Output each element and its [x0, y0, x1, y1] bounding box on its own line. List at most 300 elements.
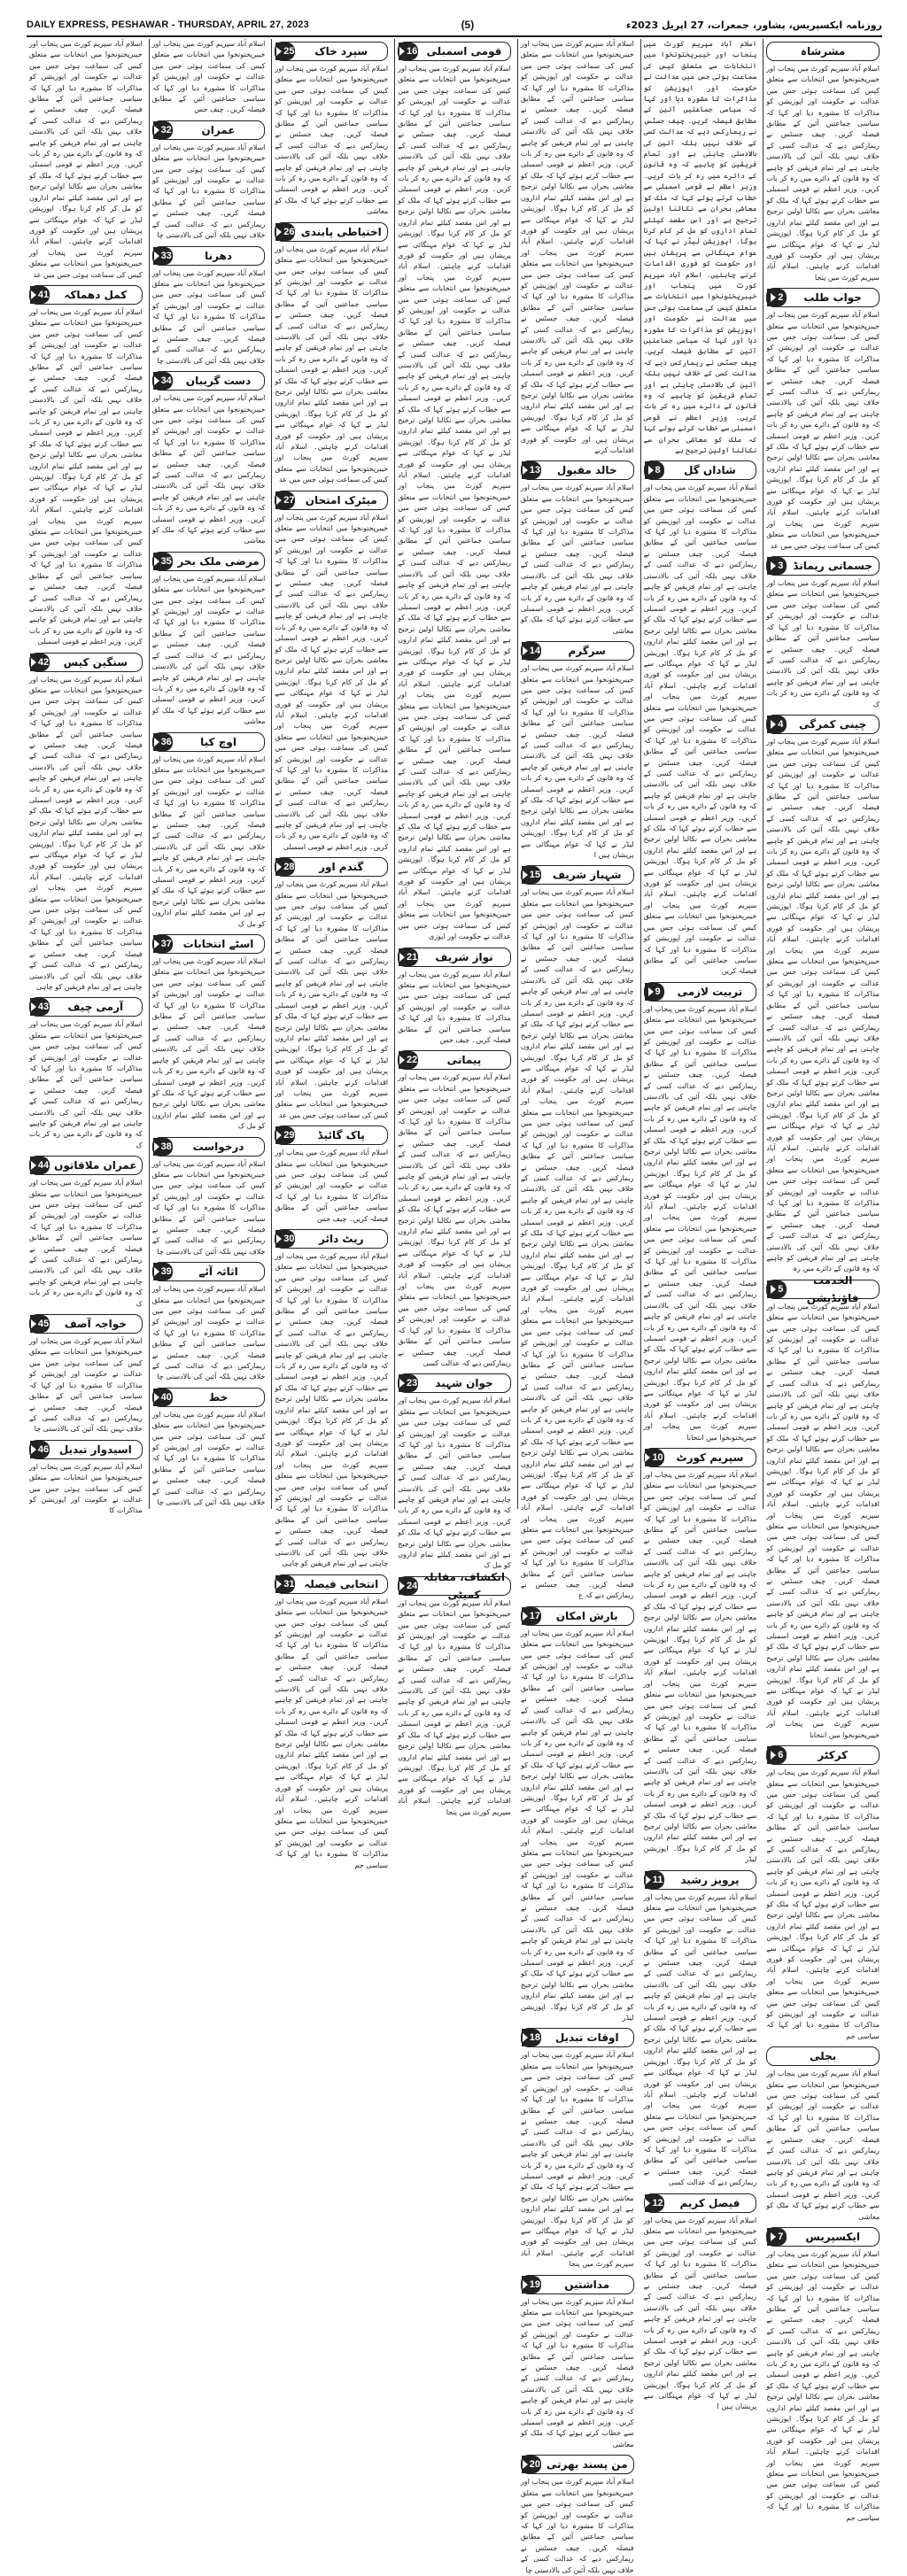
news-story	[398, 42, 511, 943]
story-headline-box	[766, 715, 880, 734]
story-number-badge	[767, 1280, 787, 1298]
story-number-badge	[399, 1051, 418, 1069]
arrow-icon	[31, 1445, 36, 1454]
story-headline: الخدمت فاؤنڈیشن	[806, 1273, 859, 1304]
story-body-text: اسلام آباد سپریم کورٹ میں پنجاب اور خیبرپختونخوا میں انتخابات سے متعلق کیس کی سماعت ہوئی جس میں عدالت نے حکومت اور اپوزیشن کو مذاکرات کا مشورہ دیا اور کہا کہ سیاسی جماعتیں آئین کے مطابق فیصلہ کریں۔ چیف جسٹس نے ریمارکس دیے کہ عدالت کسی کے خلاف نہیں بلکہ آئین کی بالادستی چاہتی ہے اور تمام فریقین کو چاہیے کہ وہ قانون کے دائرے میں رہ کر بات کریں۔ وزیر اعظم نے قومی اسمبلی سے خطاب کرتے ہوئے کہا کہ ملک کو معاشی بحران سے نکالنا اولین ترجیح ہے اور اس مقصد کیلئے تمام اداروں کو مل کر کام کرنا ہوگا۔ اپوزیشن لیڈر نے کہا کہ عوام مہنگائی سے پریشان ہیں اور حکومت کو فوری اقدامات کرنے چاہئیں۔ اسلام آباد سپریم کورٹ میں پنجاب اور خیبرپختونخوا میں انتخابات سے متعلق کیس کی سماعت ہوئی جس میں عدالت نے حکومت اور اپوزیشن کو مذاکرات کا مشورہ دیا اور کہا کہ سیاسی جماعتیں آئین کے مطابق فیصلہ کریں۔ چیف جسٹس نے ریمارکس دیے کہ عدالت کسی	[643, 1892, 757, 2187]
story-number: 11	[652, 1874, 663, 1885]
story-headline-box	[766, 1273, 880, 1304]
arrow-icon	[523, 2280, 528, 2289]
story-headline-box	[29, 285, 143, 305]
news-story	[521, 1606, 634, 2024]
news-story	[766, 715, 880, 1275]
news-column-4	[394, 39, 514, 1816]
story-number-badge	[275, 858, 295, 876]
story-number: 35	[160, 555, 172, 567]
story-headline: میٹرک امتحان	[305, 493, 377, 507]
story-headline: انکشاف، مقابلہ کمیٹی	[422, 1570, 505, 1601]
story-number: 44	[37, 1160, 50, 1172]
story-body-text: اسلام آباد سپریم کورٹ میں پنجاب اور خیبرپختونخوا میں انتخابات سے متعلق کیس کی سماعت ہوئی جس میں عدالت نے حکومت اور اپوزیشن کو مذاکرات کا مشورہ دیا اور کہا کہ سیاسی جماعتیں آئین کے مطابق فیصلہ کریں۔ چیف جسٹس نے ریمارکس دیے کہ عدالت کسی کے خلاف نہیں بلکہ آئین کی بالادستی چا	[151, 143, 266, 240]
story-body-text: اسلام آباد سپریم کورٹ میں پنجاب اور خیبرپختونخوا میں انتخابات سے متعلق کیس کی سماعت ہوئی جس میں عدالت نے حکومت اور اپوزیشن کو مذاکرات کا مشورہ دیا اور کہا کہ سیاسی جماعتیں آئین کے مطابق فیصلہ کریں۔ چیف جسٹس نے ریمارکس دیے کہ عدالت کسی کے خلاف نہیں بلکہ آئین کی بالادستی چاہتی ہے اور تمام فریقین کو چاہیے کہ وہ قانون کے دائرے میں رہ کر بات کریں۔ وزیر اعظم نے قومی اسمبلی سے خطاب کرتے ہوئے کہا کہ ملک کو معاشی بحران سے نکالنا اولین ترجیح ہے اور اس مقصد کیلئے تمام اداروں کو مل کر کام کرنا ہوگا۔ اپوزیشن لیڈر نے کہا کہ عوام مہنگائی سے پریشان ہیں اور حکومت کو فوری اقدامات کرنے چاہئیں۔ اسلام آباد سپریم کورٹ میں پنجاب اور خیبرپختونخوا میں انتخابات سے متعلق کیس کی سماعت ہوئی جس میں عدالت نے حکومت اور اپوزیشن کو مذاکرات کا مشورہ دیا اور کہا کہ سیاسی جماعتیں آئین کے مطابق فیصلہ کریں۔ چیف جسٹس نے ریمارکس دیے کہ عدالت کسی کے خلاف نہیں بلکہ آئین کی بالادستی چاہتی ہے اور تمام فریقین کو چاہیے کہ وہ قانون کے دائرے میں رہ کر بات کریں۔ وزیر اعظم نے قومی اسمبلی سے خطاب کرتے ہوئے کہا کہ ملک کو معاشی بحران سے نکالنا اولین ترجیح ہے	[643, 40, 757, 455]
story-number-badge	[153, 121, 173, 139]
story-headline-box	[398, 1570, 511, 1601]
story-body-text: اسلام آباد سپریم کورٹ میں پنجاب اور خیبرپختونخوا میں انتخابات سے متعلق کیس کی سماعت ہوئی جس میں عدالت نے حکومت اور اپوزیشن کو مذاکرات کا مشورہ دیا اور کہا کہ سیاسی جماعتیں آئین کے مطابق فیصلہ کریں۔ چیف جسٹس نے ریمارکس دیے کہ عدالت کسی کے خلاف نہیں بلکہ آئین کی بالادستی چاہتی ہے اور تمام فریقین کو چاہیے کہ وہ قانون کے دائرے میں رہ کر بات کریں۔ وزیر اعظم نے قومی اسمبلی سے خطاب کرتے ہوئے کہا کہ ملک کو معاشی	[766, 2069, 880, 2221]
story-headline: پرویز رشید	[680, 1873, 740, 1886]
arrow-icon	[154, 126, 159, 135]
story-number-badge	[30, 286, 50, 304]
story-headline-box	[521, 865, 634, 885]
story-body-text: اسلام آباد سپریم کورٹ میں پنجاب اور خیبرپختونخوا میں انتخابات سے متعلق کیس کی سماعت ہوئی جس میں عدالت نے حکومت اور اپوزیشن کو مذاکرات کا مشورہ دیا اور کہا کہ سیاسی جماعتیں آئین کے مطابق فیصلہ کریں۔ چیف جسٹس نے ریمارکس دیے کہ عدالت کسی کے خلاف نہیں بلکہ آئین کی بالادستی چاہتی ہے اور تمام فریقین کو چاہیے کہ وہ قانون کے دائرے میں رہ کر بات کریں۔ وزیر اعظم نے قومی اسمبلی سے خطاب کرتے ہوئے کہا کہ ملک کو معاشی بحران سے نکالنا اولین ترجیح ہے اور اس مقصد کیلئے تمام اداروں کو مل کر کام کرنا ہوگا۔ اپوزیشن لیڈر نے کہا کہ عوام مہنگائی سے پریشان ہیں اور حکومت کو فوری اقدامات کرنے چاہئیں۔ اسلام آباد سپریم کورٹ میں پنجاب اور خیبرپختونخوا میں انتخابات سے متعلق کیس کی سماعت ہوئی جس میں عدالت نے حکومت اور اپوزیشن کو مذاکرات کا مشورہ دیا اور کہا کہ سیاسی جماعتیں آئین کے مطابق فیصلہ کریں۔ چیف جسٹس نے ریمارکس دیے کہ عدالت کسی کے خلاف نہیں بلکہ آئین کی بالادستی چاہتی ہے اور تمام فریقین کو چاہیے کہ وہ قانون کے دائرے میں رہ کر بات کریں۔ وزیر اعظم نے قومی اسمبلی	[28, 307, 143, 646]
news-story	[29, 39, 143, 281]
arrow-icon	[276, 863, 282, 871]
story-headline-box	[766, 556, 880, 576]
story-headline-box	[152, 552, 266, 571]
story-number: 45	[37, 1319, 50, 1330]
story-body-text: اسلام آباد سپریم کورٹ میں پنجاب اور خیبرپختونخوا میں انتخابات سے متعلق کیس کی سماعت ہوئی جس میں عدالت نے حکومت اور اپوزیشن کو مذاکرات کا مشورہ دیا اور کہا کہ سیاسی جماعتیں آئین کے مطابق فیصلہ کریں۔ چیف جسٹس نے ریمارکس دیے کہ عدالت کسی کے خلاف نہیں بلکہ آئین کی بالادستی چاہتی ہے اور تمام فریقین کو چاہیے کہ وہ قانون کے دائرے میں رہ کر بات کریں۔ وزیر اعظم نے قومی اسمبلی سے خطاب کرتے ہوئے کہا کہ ملک کو معاشی بحران سے نکالنا اولین ترجیح ہے اور اس مقصد کیلئے تمام اداروں کو مل کر کام کرنا ہوگا۔ اپوزیشن لیڈر نے کہا کہ عوام مہنگائی سے پریشان ہیں اور حکومت کو فوری اقدامات کرنے چاہئیں۔ اسلام آباد سپریم کورٹ میں پنجاب اور خیبرپختونخوا میں انتخابات سے متعلق کیس کی سماعت ہوئی جس میں عد	[28, 40, 143, 279]
story-number: 16	[407, 46, 418, 57]
arrow-icon	[771, 561, 776, 570]
story-body-text: اسلام آباد سپریم کورٹ میں پنجاب اور خیبرپختونخوا میں انتخابات سے متعلق کیس کی سماعت ہوئی جس میں عدالت نے حکومت اور اپوزیشن کو مذاکرات کا مشورہ دیا اور کہا کہ سیاسی جماعتیں آئین کے مطابق فیصلہ کریں۔ چیف جسٹس نے ریمارکس دیے کہ عدالت کسی کے خلاف نہیں بلکہ آئین کی بالادستی چاہتی ہے اور تمام فریقین کو چاہیے کہ وہ قانون کے دائرے میں رہ کر بات کریں۔ وزیر اعظم نے قومی اسمبلی سے خطاب کرتے ہوئے کہا کہ ملک کو معاشی بحران سے نکالنا اولین ترجیح ہے اور اس مقصد کیلئے تمام اداروں کو مل کر کام کرنا ہوگا۔ اپوزیشن لیڈر نے کہا کہ عوام مہنگائی سے پریشان ہیں اور حکومت کو فوری اقدامات کرنے چاہئیں۔ اسلام آباد سپریم کورٹ میں پنجاب اور خیبرپختونخوا میں انتخابات سے متعلق کیس کی سماعت ہوئی جس میں عد	[766, 311, 880, 550]
story-headline-box	[29, 653, 143, 672]
story-body-text: اسلام آباد سپریم کورٹ میں پنجاب اور خیبرپختونخوا میں انتخابات سے متعلق کیس کی سماعت ہوئی جس میں عدالت نے حکومت اور اپوزیشن کو مذاکرات کا مشورہ دیا اور کہا کہ سیاسی جماعتیں آئین کے مطابق فیصلہ کریں۔ چیف جس	[398, 970, 511, 1044]
arrow-icon	[154, 1393, 159, 1402]
news-story	[152, 1262, 266, 1383]
story-headline-box	[521, 1606, 634, 1626]
story-number: 3	[778, 561, 784, 572]
story-number-badge	[767, 716, 787, 733]
story-number: 5	[778, 1283, 784, 1295]
story-number: 18	[529, 2032, 540, 2044]
story-number: 17	[529, 1610, 540, 1621]
story-body-text: اسلام آباد سپریم کورٹ میں پنجاب اور خیبرپختونخوا میں انتخابات سے متعلق کیس کی سماعت ہوئی جس میں عدالت نے حکومت اور اپوزیشن کو مذاکرات کا مشورہ دیا اور کہا کہ سیاسی جماعتیں آئین کے مطابق فیصلہ کریں۔ چیف جسٹس نے ریمارکس دیے کہ عدالت کسی کے خلاف نہیں بلکہ آئین کی بالادستی چاہتی ہے اور تمام فریقین کو چاہیے کہ وہ قانون کے دائرے میں رہ کر بات کریں۔ وزیر اعظم نے قومی اسمبلی سے خطاب کرتے ہوئے کہا کہ ملک کو معاشی بحران سے نکالنا اولین ترجیح ہے اور اس مقصد کیلئے تمام اداروں کو مل کر کام کرنا ہوگا۔ اپوزیشن لیڈر نے کہا کہ عوام مہنگائی سے پریشان ہیں اور حکومت کو فوری اقدامات کرنے چاہئیں۔ اسلام آباد سپریم کورٹ میں پنجاب اور خیبرپختونخوا میں انتخابات سے متعلق کیس کی سماعت ہوئی جس میں عدالت نے حکومت اور اپوزیشن کو مذاکرات کا مشورہ دیا اور کہا کہ سیاسی جماعتیں آئین کے مطابق فیصلہ کریں۔ چیف جسٹس نے ریمارکس دیے کہ عدالت کسی کے خلاف نہیں بلکہ آئین کی بالادستی چاہتی ہے اور تمام فریقین کو چاہیے کہ وہ قانون کے دائرے میں رہ کر بات کریں۔ وزیر اعظم نے قومی اسمبلی سے خطاب کرتے ہوئے کہا کہ ملک کو معاشی بحران سے نکالنا اولین ترجیح ہے اور اس مقصد کیلئے تمام اداروں کو مل کر کام کرنا ہوگا۔ اپوزیشن لیڈر نے کہا کہ عوام مہنگائی سے پریشان ہیں اور حکومت کو فوری اقدامات کرنے چاہئیں۔ اسلام آباد سپریم کورٹ میں پنجاب اور خیبرپختونخوا میں انتخابات سے متعلق کیس کی سماعت ہوئی جس میں عدالت نے حکومت اور اپوزیشن کو مذاکرات کا مشورہ دیا اور کہا کہ سیاسی جماعتیں آئین کے مطابق فیصلہ کریں۔ چیف جسٹس نے ریمارکس دیے کہ عدالت کسی کے خلاف نہیں بلکہ آئین کی بالادستی چاہتی ہے اور تمام فریقین کو چاہیے کہ وہ قانون کے دائرے میں رہ کر بات کریں۔ وزیر اعظم نے قومی اسمبلی سے خطاب کرتے ہوئے کہا کہ ملک کو معاشی بحران سے نکالنا اولین ترجیح ہے اور اس مقصد کیلئے تمام اداروں کو مل کر کام کرنا ہوگا۔ اپوزیشن لیڈر نے کہا کہ عوام مہنگائی سے پریشان ہیں اور حکومت کو فوری اقدامات کرنے چاہئیں۔ اسلام آباد سپریم کورٹ میں پنجاب اور خیبرپختونخوا میں انتخابات سے متعلق کیس کی سماعت ہوئی جس میں عدالت نے حکومت اور اپوزیشن کو مذاکرات کا مشورہ دیا اور کہا کہ سیاسی جماعتیں آئین کے مطابق فیصلہ کریں۔ چیف جسٹس نے ریمارکس دیے کہ ع	[520, 888, 634, 1600]
story-headline-box	[398, 948, 511, 967]
story-number: 6	[778, 1750, 784, 1761]
news-story	[152, 246, 266, 367]
news-story	[152, 934, 266, 1133]
story-number-badge	[275, 1126, 295, 1144]
news-story	[152, 1137, 266, 1258]
arrow-icon	[771, 293, 776, 302]
story-number: 32	[160, 124, 172, 135]
story-headline-box	[398, 1050, 511, 1070]
story-number: 39	[160, 1266, 172, 1278]
story-headline: انتخابی فیصلہ	[304, 1577, 379, 1590]
story-headline-box	[29, 1314, 143, 1334]
story-headline: دست گریبان	[185, 375, 252, 388]
story-number: 40	[160, 1391, 172, 1403]
story-number-badge	[153, 1263, 173, 1280]
story-number-badge	[153, 1389, 173, 1406]
news-story	[766, 556, 880, 710]
story-number-badge	[153, 733, 173, 751]
story-body-text: اسلام آباد سپریم کورٹ میں پنجاب اور خیبرپختونخوا میں انتخابات سے متعلق کیس کی سماعت ہوئی جس میں عدالت نے حکومت اور اپوزیشن کو مذاکرات کا مشورہ دیا اور کہا کہ سیاسی جماعتیں آئین کے مطابق فیصلہ کریں۔ چیف جسٹس نے ریمارکس دیے کہ عدالت کسی کے خلاف نہیں بلکہ آئین کی بالادستی چاہتی ہے اور تمام فریقین کو چاہیے کہ وہ قانون کے دائرے میں رہ کر بات کریں۔ وزیر اعظم نے قومی اسمبلی سے خطاب کرتے ہوئے کہا کہ ملک کو معاشی	[151, 394, 266, 545]
story-headline: آرمی چیف	[67, 1001, 124, 1014]
story-number: 34	[160, 375, 172, 387]
arrow-icon	[154, 557, 159, 566]
story-number: 4	[778, 718, 784, 730]
story-headline-box	[644, 460, 757, 480]
story-headline: اختیاطی پابندی	[300, 225, 382, 238]
story-body-text: اسلام آباد سپریم کورٹ میں پنجاب اور خیبرپختونخوا میں انتخابات سے متعلق کیس کی سماعت ہوئی جس میں عدالت نے حکومت اور اپوزیشن کو مذاکرات کا مشورہ دیا اور کہا کہ سیاسی جماعتیں آئین کے مطابق فیصلہ کریں۔ چیف جسٹس نے ریمارکس دیے کہ عدالت کسی کے خلاف نہیں بلکہ آئین کی بالادستی چاہتی ہے اور تمام فریقین کو چاہیے کہ وہ قانون کے دائرے میں رہ کر بات کریں۔ وزیر اعظم نے قومی اسمبلی سے خطاب کرتے ہوئے کہا کہ ملک کو معاشی	[275, 65, 389, 216]
news-story	[275, 1229, 388, 1570]
story-headline-box	[644, 1448, 757, 1467]
news-story	[29, 285, 143, 648]
story-body-text: اسلام آباد سپریم کورٹ میں پنجاب اور خیبرپختونخوا میں انتخابات سے متعلق کیس کی سماعت ہوئی جس میں عدالت نے حکومت اور اپوزیشن کو مذاکرات کا مشورہ دیا اور کہا کہ سیاسی جماعتیں آئین کے مطابق فیصلہ کریں۔ چیف جسٹس نے ریمارکس دیے کہ عدالت کسی کے خلاف نہیں بلکہ آئین کی بالادستی چاہتی ہے اور تمام فریقین کو چاہیے کہ وہ قانون کے دائرے میں رہ کر بات کریں۔ وزیر اعظم نے قومی اسمبلی سے خطاب کرتے ہوئے کہا کہ ملک کو معاشی بحران سے نکالنا اولین ترجیح ہے اور اس مقصد کیلئے تمام اداروں کو مل کر کام کرنا ہوگا۔ اپوزیشن لیڈر نے کہا کہ عوام مہنگائی سے پریشان ہیں اور حکومت کو فوری اقدامات کرنے چاہئیں۔ اسلام آباد سپریم کورٹ میں پنجاب اور خیبرپختونخوا میں انتخابات سے متعلق کیس کی سماعت ہوئی جس میں عدالت نے حکومت اور اپوزیشن کو مذاکرات کا مشورہ دیا اور کہا کہ سیاسی جماعتیں آئین کے مطابق فیصلہ کریں۔ چیف جسٹس نے ریمارکس دیے کہ عدالت کسی کے خلاف نہیں بلکہ آئین کی بالادستی چاہتی ہے اور تمام فریقین کو چاہی	[275, 1252, 389, 1568]
news-story	[521, 865, 634, 1601]
story-headline: سرگرم	[568, 645, 606, 658]
arrow-icon	[31, 1161, 36, 1170]
news-story	[766, 1745, 880, 2042]
news-story	[766, 1273, 880, 1741]
news-story	[275, 491, 388, 854]
story-number-badge	[30, 998, 50, 1016]
news-story	[644, 39, 757, 456]
story-body-text: اسلام آباد سپریم کورٹ میں پنجاب اور خیبرپختونخوا میں انتخابات سے متعلق کیس کی سماعت ہوئی جس میں عدالت نے حکومت اور اپوزیشن کو مذاکرات کا مشورہ دیا اور کہا کہ سیاسی جماعتیں آئین کے مطابق فیصلہ کریں۔ چیف جسٹس نے ریمارکس دیے کہ عدالت کسی کے خلاف نہیں بلکہ آئین کی بالادستی چاہتی ہے اور تمام فریقین کو چاہیے کہ وہ قانون کے دائرے میں رہ کر بات کریں۔ وزیر اعظم نے قومی اسمبلی سے خطاب کرتے ہوئے کہا کہ ملک کو معاشی بحران سے نکالنا اولین ترجیح ہے اور اس مقصد کیلئے تمام اداروں کو مل کر کام کرنا ہوگا۔ اپوزیشن لیڈر نے کہا کہ عوام مہنگائی سے پریشان ہیں اور حکومت کو فوری اقدامات کرنے چاہئیں۔ اسلام آباد سپریم کورٹ میں پنجاب اور خیبرپختونخوا میں انتخابات سے متعلق کیس کی سماعت ہوئی جس میں عدالت نے حکومت اور اپوزیشن کو مذاکرات کا مشورہ دیا اور کہا کہ سیاسی جماعتیں آئین کے مطابق فیصلہ کریں۔ چیف جسٹس نے ریمارکس دیے کہ عدالت کسی کے خلاف نہیں بلکہ آئین کی بالادستی چاہتی ہے اور تمام فریقین کو چاہیے کہ وہ قانون کے دائرے میں رہ کر بات کریں۔ وزیر اعظم نے قومی اسمبلی سے خطاب کرتے ہوئے کہا کہ ملک کو معاشی بحران سے نکالنا اولین ترجیح ہے اور اس مقصد کیلئے تمام اداروں کو مل کر کام کرنا ہوگا۔ اپوزیشن لیڈر	[520, 1628, 634, 2023]
story-number: 36	[160, 736, 172, 747]
story-headline-box	[152, 1262, 266, 1281]
story-body-text: اسلام آباد سپریم کورٹ میں پنجاب اور خیبرپختونخوا میں انتخابات سے متعلق کیس کی سماعت ہوئی جس میں عدالت نے حکومت اور اپوزیشن کو مذاکرات کا مشورہ دیا اور کہا کہ سیاسی جماعتیں آئین کے مطابق فیصلہ کریں۔ چیف جس	[151, 40, 266, 114]
news-story	[275, 1126, 388, 1225]
story-number-badge	[522, 2456, 541, 2473]
news-story	[521, 460, 634, 637]
news-story	[644, 1870, 757, 2189]
story-headline-box	[29, 1156, 143, 1175]
news-story	[29, 997, 143, 1151]
story-number-badge	[767, 2228, 787, 2246]
story-body-text: اسلام آباد سپریم کورٹ میں پنجاب اور خیبرپختونخوا میں انتخابات سے متعلق کیس کی سماعت ہوئی جس میں عدالت نے حکومت اور اپوزیشن کو مذاکرات کا مشورہ دیا اور کہا کہ سیاسی جماعتیں آئین کے مطابق فیصلہ کریں۔ چیف جسٹس نے ریمارکس دیے کہ عدالت کسی کے خلاف نہیں بلکہ آئین کی بالادستی چا	[151, 268, 266, 365]
story-number-badge	[275, 1575, 295, 1593]
story-number: 42	[37, 656, 50, 668]
story-headline: من پسند بھرتی	[546, 2458, 628, 2472]
story-headline-box	[152, 246, 266, 266]
story-body-text: اسلام آباد سپریم کورٹ میں پنجاب اور خیبرپختونخوا میں انتخابات سے متعلق کیس کی سماعت ہوئی جس میں عدالت نے حکومت اور اپوزیشن کو مذاکرات کا مشورہ دیا اور کہا کہ سیاسی جماعتیں آئین کے مطابق فیصلہ کریں۔ چیف جسٹس نے ریمارکس دیے کہ عدالت کسی کے خلاف نہیں بلکہ آئین کی بالادستی چاہتی ہے اور تمام فریقین کو چاہیے کہ وہ قانون کے دائرے میں رہ کر بات کریں۔ وزیر اعظم نے قومی اسمبلی سے خطاب کرتے ہوئے کہا کہ ملک کو معاشی بحران سے نکالنا اولین ترجیح ہے اور اس مقصد کیلئے تمام اداروں کو مل کر کام کرنا ہوگا۔ اپوزیشن لیڈر نے کہا کہ عوام مہنگائی سے پریشان ہیں اور حکومت کو فوری اقدامات کرنے چاہئیں۔ اسلام آباد سپریم کورٹ میں پنجاب اور خیبرپختونخوا میں انتخابات سے متعلق کیس کی سماعت ہوئی جس میں عد	[275, 244, 389, 484]
story-headline-box	[152, 934, 266, 954]
arrow-icon	[646, 1876, 651, 1884]
story-headline: تربیت لازمی	[677, 985, 743, 998]
arrow-icon	[648, 466, 654, 475]
arrow-icon	[645, 2199, 650, 2208]
arrow-icon	[771, 720, 776, 729]
story-number-badge	[645, 1449, 664, 1466]
story-body-text: اسلام آباد سپریم کورٹ میں پنجاب اور خیبرپختونخوا میں انتخابات سے متعلق کیس کی سماعت ہوئی جس میں عدالت نے حکومت اور اپوزیشن کو مذاکرات کا مشورہ دیا اور کہا کہ سیاسی جماعتیں آئین کے مطابق فیصلہ کریں۔ چیف جسٹس نے ریمارکس دیے کہ عدالت کسی کے خلاف نہیں بلکہ آئین کی بالادستی چاہتی ہے اور تمام فریقین کو چاہیے کہ وہ قانون کے دائرے میں رہ کر بات کریں۔ وزیر اعظم نے قومی اسمبلی سے خطاب کرتے ہوئے کہا کہ ملک کو معاشی	[151, 574, 266, 726]
arrow-icon	[399, 1056, 405, 1064]
story-headline: ایکسپریس	[805, 2230, 860, 2243]
arrow-icon	[523, 2460, 528, 2469]
story-number-badge	[275, 1230, 295, 1248]
arrow-icon	[154, 1142, 159, 1151]
arrow-icon	[154, 738, 159, 746]
story-headline-box	[152, 120, 266, 140]
story-number-badge	[153, 1138, 173, 1156]
story-number: 43	[37, 1002, 50, 1013]
story-number: 2	[778, 292, 784, 304]
story-headline: اسٹے انتخابات	[182, 938, 254, 951]
story-headline-box	[644, 1870, 757, 1890]
story-number-badge	[767, 557, 787, 575]
news-story	[29, 1440, 143, 1517]
story-number: 37	[160, 939, 172, 950]
story-number-badge	[275, 43, 295, 60]
story-number-badge	[399, 1374, 418, 1392]
news-story	[644, 982, 757, 1443]
story-body-text: اسلام آباد سپریم کورٹ میں پنجاب اور خیبرپختونخوا میں انتخابات سے متعلق کیس کی سماعت ہوئی جس میں عدالت نے حکومت اور اپوزیشن کو مذاکرات کا مشورہ دیا اور کہا کہ سیاسی جماعتیں آئین کے مطابق فیصلہ کریں۔ چیف جسٹس نے ریمارکس دیے کہ عدالت کسی کے خلاف نہیں بلکہ آئین کی بالادستی چاہتی ہے اور تمام فریقین کو چاہیے کہ وہ قانون کے دائرے میں رہ کر بات کریں۔ وزیر اعظم نے قومی اسمبلی سے خطاب کرتے ہوئے کہا کہ ملک کو معاشی	[520, 2297, 634, 2448]
arrow-icon	[523, 646, 528, 655]
story-body-text: اسلام آباد سپریم کورٹ میں پنجاب اور خیبرپختونخوا میں انتخابات سے متعلق کیس کی سماعت ہوئی جس میں عدالت نے حکومت اور اپوزیشن کو مذاکرات کا مشورہ دیا اور کہا کہ سیاسی جماعتیں آئین کے مطابق فیصلہ کریں۔ چیف جسٹس نے ریمارکس دیے کہ عدالت کسی کے خلاف نہیں بلکہ آئین کی بالادستی چاہتی ہے اور تمام فریقین کو چاہیے کہ وہ قانون کے دائرے میں رہ کر بات کریں۔ وزیر اعظم نے قومی اسمبلی سے خطاب کرتے ہوئے کہا کہ ملک کو معاشی بحران سے نکالنا اولین ترجیح ہے اور اس مقصد کیلئے تمام اداروں کو مل کر کام کرنا ہوگا۔ اپوزیشن لیڈر نے کہا کہ عوام مہنگائی سے پریشان ہیں اور حکومت کو فوری اقدامات کرنے چاہئیں۔ اسلام آباد سپریم کورٹ میں پنجاب اور خیبرپختونخوا میں انتخابات سے متعلق کیس کی سماعت ہوئی جس میں عدالت نے حکومت اور اپوزیشن کو مذاکرات کا مشورہ دیا اور کہا کہ سیاسی جم	[766, 1768, 880, 2040]
story-headline-box	[521, 460, 634, 480]
story-headline: جوان شہید	[435, 1377, 493, 1390]
story-headline-box	[29, 1440, 143, 1459]
story-headline: کمل دھماکہ	[64, 288, 128, 301]
story-headline: جواب طلب	[803, 291, 862, 305]
news-story	[398, 1050, 511, 1369]
arrow-icon	[31, 1002, 36, 1011]
masthead-english-dateline: DAILY EXPRESS, PESHAWAR - THURSDAY, APRIL 27, 2023	[27, 19, 309, 30]
story-body-text: اسلام آباد سپریم کورٹ میں پنجاب اور خیبرپختونخوا میں انتخابات سے متعلق کیس کی سماعت ہوئی جس میں عدالت نے حکومت اور اپوزیشن کو مذاکرات کا مشورہ دیا اور کہا کہ سیاسی جماعتیں آئین کے مطابق فیصلہ کریں۔ چیف جسٹس نے ریمارکس دیے کہ عدالت کسی کے خلاف نہیں بلکہ آئین کی بالادستی چاہتی ہے اور تمام فریقین کو چاہیے کہ وہ قانون کے دائرے میں رہ کر بات کریں۔ وزیر اعظم نے قومی اسمبلی سے خطاب کرتے ہوئے کہا کہ ملک کو معاشی بحران سے نکالنا اولین ترجیح ہے اور اس مقصد کیلئے تمام اداروں کو مل کر کام کرنا ہوگا۔ اپوزیشن لیڈر نے کہا کہ عوام مہنگائی سے پریشان ہیں اور حکومت کو فوری اقدامات کرنے چاہئیں۔ اسلام آباد سپریم کورٹ میں پنجاب اور خیبرپختونخوا میں انتخابات سے متعلق کیس کی سماعت ہوئی جس میں عدالت نے حکومت اور اپوزیشن کو مذاکرات کا مشورہ دیا اور کہا کہ سیاسی جماعتیں آئین کے مطابق فیصلہ کریں۔ چیف جسٹس نے ریمارکس دیے کہ عدالت کسی کے خلاف نہیں بلکہ آئین کی بالادستی چاہتی ہے اور تمام فریقین کو چاہیے کہ وہ قانون کے دائرے میں رہ کر بات کریں۔ وزیر اعظم نے قومی اسمبلی سے خطاب کرتے ہوئے کہا کہ ملک کو معاشی بحران سے نکالنا اولین ترجیح ہے اور اس مقصد کیلئے تمام اداروں کو مل کر کام کرنا ہوگا۔ اپوزیشن لیڈر نے کہا کہ عوام مہنگائی سے پریشان ہیں اور حکومت کو فوری اقدامات کرنے چاہئیں۔ اسلام آباد سپریم کورٹ میں پنجاب اور خیبرپختونخوا میں انتخابا	[766, 1302, 880, 1739]
news-story	[152, 120, 266, 242]
story-body-text: اسلام آباد سپریم کورٹ میں پنجاب اور خیبرپختونخوا میں انتخابات سے متعلق کیس کی سماعت ہوئی جس میں عدالت نے حکومت اور اپوزیشن کو مذاکرات کا مشورہ دیا اور کہا کہ سیاسی جماعتیں آئین کے مطابق فیصلہ کریں۔ چیف جسٹس نے ریمارکس دیے کہ عدالت کسی کے خلاف نہیں بلکہ آئین کی بالادستی چا	[151, 1410, 266, 1507]
story-body-text: اسلام آباد سپریم کورٹ میں پنجاب اور خیبرپختونخوا میں انتخابات سے متعلق کیس کی سماعت ہوئی جس میں عدالت نے حکومت اور اپوزیشن کو مذاکرات کا مشورہ دیا اور کہا کہ سیاسی جماعتیں آئین کے مطابق فیصلہ کریں۔ چیف جسٹس نے ریمارکس دیے کہ عدالت کسی کے خلاف نہیں بلکہ آئین کی بالادستی چاہتی ہے اور تمام فریقین کو چاہیے کہ وہ قانون کے دائرے میں رہ کر بات کریں۔ وزیر اعظم نے قومی اسمبلی سے خطاب کرتے ہوئے کہا کہ ملک کو معاشی بحران سے نکالنا اولین ترجیح ہے اور اس مقصد کیلئے تمام اداروں کو مل کر کام کرنا ہوگا۔ اپوزیشن لیڈر نے کہا کہ عوام مہنگائی سے پریشان ہیں ا	[520, 664, 634, 860]
arrow-icon	[154, 376, 159, 385]
story-headline-box	[398, 42, 511, 61]
story-headline-box	[275, 222, 388, 242]
story-headline: خط	[208, 1390, 229, 1404]
story-headline: قومی اسمبلی	[426, 45, 502, 58]
story-number-badge	[522, 461, 541, 479]
story-body-text: اسلام آباد سپریم کورٹ میں پنجاب اور خیبرپختونخوا میں انتخابات سے متعلق کیس کی سماعت ہوئی جس میں عدالت نے حکومت اور اپوزیشن کو مذاکرات کا مشورہ دیا اور کہا کہ سیاسی جماعتیں آئین کے مطابق فیصلہ کریں۔ چیف جسٹس نے ریمارکس دیے کہ عدالت کسی کے خلاف نہیں بلکہ آئین کی بالادستی چاہتی ہے اور تمام فریقین کو چاہیے کہ وہ قانون کے دائرے میں رہ کر بات کریں۔ وزیر اعظم نے قومی اسمبلی سے خطاب کرتے ہوئے کہا کہ ملک کو معاشی بحران سے نکالنا اولین ترجیح ہے اور اس مقصد کیلئے تمام اداروں کو مل کر کام کرنا ہوگا۔ اپوزیشن لیڈر نے کہا کہ عوام مہنگائی سے پریشان ہیں اور حکومت کو فوری اقدامات کرنے چاہئیں۔ اسلام آباد سپریم کورٹ میں پنجاب اور خیبرپختونخوا میں انتخابات سے متعلق کیس کی سماعت ہوئی جس میں عدالت نے حکومت اور اپوزیشن کو مذاکرات کا مشورہ دیا اور کہا کہ سیاسی جماعتیں آئین کے مطابق فیصلہ کریں۔ چیف جسٹس نے ریمارکس دیے کہ عدالت کسی کے خلاف نہیں بلکہ آئین کی بالادستی چاہتی ہے اور تمام فریقین کو چاہیے کہ وہ قانون کے دائرے میں رہ کر بات کریں۔ وزیر اعظم نے قومی اسمبلی سے خطاب کرتے ہوئے کہا کہ ملک کو معاشی بحران سے نکالنا اولین ترجیح ہے اور اس مقصد کیلئے تمام اداروں کو مل کر کام کرنا ہوگا۔ اپوزیشن لیڈر نے کہا کہ عوام مہنگائی سے پریشان ہیں اور حکومت کو فوری اقدامات کرنے	[520, 40, 634, 455]
story-number-badge	[767, 1746, 787, 1764]
story-number: 19	[529, 2278, 540, 2290]
story-headline-box	[521, 641, 634, 661]
story-headline: پاک گائیڈ	[317, 1129, 365, 1142]
news-story	[275, 1574, 388, 1871]
story-headline-box	[766, 288, 880, 307]
story-body-text: اسلام آباد سپریم کورٹ میں پنجاب اور خیبرپختونخوا میں انتخابات سے متعلق کیس کی سماعت ہوئی جس میں عدالت نے حکومت اور اپوزیشن کو مذاکرات کا مشورہ دیا اور کہا کہ سیاسی جماعتیں آئین کے مطابق فیصلہ کریں۔ چیف جسٹس نے ریمارکس دیے کہ عدالت کسی کے خلاف نہیں بلکہ آئین کی بالادستی چا	[28, 1337, 143, 1434]
story-number-badge	[275, 491, 295, 509]
story-number: 13	[529, 465, 540, 476]
story-number-badge	[153, 247, 173, 265]
arrow-icon	[276, 1580, 282, 1589]
story-headline: ریٹ دائر	[318, 1233, 364, 1245]
arrow-icon	[31, 658, 36, 667]
story-number: 28	[283, 862, 295, 873]
story-number-badge	[522, 866, 541, 884]
story-body-text: اسلام آباد سپریم کورٹ میں پنجاب اور خیبرپختونخوا میں انتخابات سے متعلق کیس کی سماعت ہوئی جس میں عدالت نے حکومت اور اپوزیشن کو مذاکرات کا مشورہ دیا اور کہا کہ سیاسی جماعتیں آئین کے مطابق فیصلہ کریں۔ چیف جسٹس نے ریمارکس دیے کہ عدالت کسی کے خلاف نہیں بلکہ آئین کی بالادستی چاہتی ہے اور تمام فریقین کو چاہیے کہ وہ قانون کے دائرے میں رہ کر بات کریں۔ وزیر اعظم نے قومی اسمبلی سے خطاب کرتے ہوئے کہا کہ ملک کو معاشی بحران سے نکالنا اولین ترجیح ہے اور اس مقصد کیلئے تمام اداروں کو مل کر کام کرنا ہوگا۔ اپوزیشن لیڈر نے کہا کہ عوام مہنگائی سے پریشان ہیں ا	[643, 2216, 757, 2411]
news-story	[275, 42, 388, 218]
story-number-badge	[522, 642, 541, 660]
news-story	[152, 39, 266, 116]
story-body-text: اسلام آباد سپریم کورٹ میں پنجاب اور خیبرپختونخوا میں انتخابات سے متعلق کیس کی سماعت ہوئی جس میں عدالت نے حکومت اور اپوزیشن کو مذاکرات کا مشورہ دیا اور کہا کہ سیاسی جماعتیں آئین کے مطابق فیصلہ کریں۔ چیف جسٹس نے ریمارکس دیے کہ عدالت کسی کے خلاف نہیں بلکہ آئین کی بالادستی چاہتی ہے اور تمام فریقین کو چاہیے کہ وہ قانون کے دائرے میں رہ کر بات کریں۔ وزیر اعظم نے قومی اسمبلی سے خطاب کرتے ہوئے کہا کہ ملک کو معاشی بحران سے نکالنا اولین ترجیح ہے اور اس مقصد کیلئے تمام اداروں کو مل ک	[151, 957, 266, 1131]
story-headline: مداشتیں	[564, 2278, 610, 2291]
news-story	[766, 42, 880, 283]
news-story	[398, 948, 511, 1047]
story-headline-box	[766, 2227, 880, 2247]
arrow-icon	[648, 987, 654, 996]
story-headline: خالد مقبول	[556, 464, 617, 477]
story-number-badge	[522, 2029, 541, 2046]
story-number-badge	[399, 43, 418, 60]
story-headline: عمران ملاقاتوں	[54, 1159, 137, 1172]
arrow-icon	[31, 1319, 36, 1328]
news-story	[521, 2028, 634, 2270]
arrow-icon	[523, 2033, 528, 2042]
story-body-text: اسلام آباد سپریم کورٹ میں پنجاب اور خیبرپختونخوا میں انتخابات سے متعلق کیس کی سماعت ہوئی جس میں عدالت نے حکومت اور اپوزیشن کو مذاکرات کا مشورہ دیا اور کہا کہ سیاسی جماعتیں آئین کے مطابق فیصلہ کریں۔ چیف جسٹس نے ریمارکس دیے کہ عدالت کسی کے خلاف نہیں بلکہ آئین کی بالادستی چاہتی ہے اور تمام فریقین کو چاہیے کہ وہ قانون کے دائرے میں رہ کر بات کریں۔ وزیر اعظم نے قومی اسمبلی سے خطاب کرتے ہوئے کہا کہ ملک کو معاشی بحران سے نکالنا اولین ترجیح ہے اور اس مقصد کیلئے تمام اداروں کو مل ک	[398, 1396, 511, 1570]
arrow-icon	[399, 47, 405, 56]
story-headline-box	[29, 997, 143, 1017]
story-headline-box	[644, 2193, 757, 2213]
story-body-text: اسلام آباد سپریم کورٹ میں پنجاب اور خیبرپختونخوا میں انتخابات سے متعلق کیس کی سماعت ہوئی جس میں عدالت نے حکومت اور اپوزیشن کو مذاکرات کا مشورہ دیا اور کہا کہ سیاسی جماعتیں آئین کے مطابق فیصلہ کریں۔ چیف جسٹس نے ریمارکس دیے کہ عدالت کسی کے خلاف نہیں بلکہ آئین کی بالادستی چا	[520, 2478, 634, 2574]
story-body-text: اسلام آباد سپریم کورٹ میں پنجاب اور خیبرپختونخوا میں انتخابات سے متعلق کیس کی سماعت ہوئی جس میں عدالت نے حکومت اور اپوزیشن کو مذاکرات کا مشورہ دیا اور کہا کہ سیاسی جماعتیں آئین کے مطابق فیصلہ کریں۔ چیف جسٹس نے ریمارکس دیے کہ عدالت کسی کے خلاف نہیں بلکہ آئین کی بالادستی چاہتی ہے اور تمام فریقین کو چاہیے کہ وہ قانون کے دائرے میں رہ کر بات کریں۔ وزیر اعظم نے قومی اسمبلی سے خطاب کرتے ہوئے کہا کہ ملک کو معاشی بحران سے نکالنا اولین ترجیح ہے اور اس مقصد کیلئے تمام اداروں کو مل کر کام کرنا ہوگا۔ اپوزیشن لیڈر نے کہا کہ عوام مہنگائی سے پریشان ہیں اور حکومت کو فوری اقدامات کرنے چاہئیں۔ اسلام آباد سپریم کورٹ میں پنجاب اور خیبرپختونخوا میں انتخابات سے متعلق کیس کی سماعت ہوئی جس میں عدالت نے حکومت اور اپوزیشن کو مذاکرات کا مشورہ دیا اور کہا کہ سیاسی جم	[275, 1597, 389, 1869]
story-number: 27	[283, 494, 295, 506]
news-story	[275, 222, 388, 486]
story-body-text: اسلام آباد سپریم کورٹ میں پنجاب اور خیبرپختونخوا میں انتخابات سے متعلق کیس کی سماعت ہوئی جس میں عدالت نے حکومت اور اپوزیشن کو مذاکرات کا مشورہ دیا اور کہا کہ سیاسی جماعتیں آئین کے مطابق فیصلہ کریں۔ چیف جسٹس نے ریمارکس دیے کہ عدالت کسی کے خلاف نہیں بلکہ آئین کی بالادستی چاہتی ہے اور تمام فریقین کو چاہیے کہ وہ قانون کے دائرے میں رہ کر بات کریں۔ وزیر اعظم نے قومی اسمبلی سے خطاب کرتے ہوئے کہا کہ ملک کو معاشی بحران سے نکالنا اولین ترجیح ہے اور اس مقصد کیلئے تمام اداروں کو مل کر کام کرنا ہوگا۔ اپوزیشن لیڈر نے کہا کہ عوام مہنگائی سے پریشان ہیں اور حکومت کو فوری اقدامات کرنے چاہئیں۔ اسلام آباد سپریم کورٹ میں پنجاب اور خیبرپختونخوا میں انتخابات سے متعلق کیس کی سماعت ہوئی جس میں عدالت نے حکومت اور اپوزیشن کو مذاکرات کا مشورہ دیا اور کہا کہ سیاسی جماعتیں آئین کے مطابق فیصلہ کریں۔ چیف جسٹس نے ریمارکس دیے کہ عدالت کسی کے خلاف نہیں بلکہ آئین کی بالادستی چاہتی ہے اور تمام فریقین کو چاہیے کہ وہ قانون کے دائرے میں رہ کر بات کریں۔ وزیر اعظم نے قومی اسمبلی سے خطاب کرتے ہوئے کہا کہ ملک کو معاشی بحران سے نکالنا اولین ترجیح ہے اور اس مقصد کیلئے تمام اداروں کو مل کر کام کرنا ہوگا۔ اپوزیشن لیڈر نے کہا کہ عوام مہنگائی سے پریشان ہیں اور حکومت کو فوری اقدامات کرنے چاہئیں۔ اسلام آباد سپریم کورٹ میں پنجاب اور خیبرپختونخوا میں انتخابات سے متعلق کیس کی سماعت ہوئی جس میں عدالت نے حکومت اور اپوزیشن کو مذاکرات کا مشورہ دیا اور کہا کہ سیاسی جماعتیں آئین کے مطابق فیصلہ کریں۔ چیف جسٹس نے ریمارکس دیے کہ عدالت کسی کے خلاف نہیں بلکہ آئین کی بالادستی چاہتی ہے اور تمام فریقین کو چاہیے کہ وہ قانون کے دائرے میں رہ کر بات کریں۔ وزیر اعظم نے قومی اسمبلی سے خطاب کرتے ہوئے کہا کہ ملک کو معاشی بحران سے نکالنا اولین ترجیح ہے اور اس مقصد کیلئے تمام اداروں کو مل کر کام کرنا ہوگا۔ اپوزیشن لیڈر نے کہا کہ عوام مہنگائی سے پریشان ہیں اور حکومت کو فوری اقدامات کرنے چاہئیں۔ اسلام آباد سپریم کورٹ میں پنجاب اور خیبرپختونخوا میں انتخابات سے متعلق کیس کی سماعت ہوئی جس میں عدالت نے حکومت اور اپوزیشن کو مذاکرات کا مشورہ دیا اور کہا کہ سیاسی جماعتیں آئین کے مطابق فیصلہ کریں۔ چیف جسٹس نے ریمارکس دیے کہ عدالت کسی کے خلاف نہیں بلکہ آئین کی بالادستی چاہتی ہے اور تمام فریقین کو چاہیے کہ وہ قانون کے دائرے میں رہ کر بات کریں۔ وزیر اعظم نے قومی اسمبلی سے خطاب کرتے ہوئے کہا کہ ملک کو معاشی بحران سے نکالنا اولین ترجیح ہے اور اس مقصد کیلئے تمام اداروں کو مل کر کام کرنا ہوگا۔ اپوزیشن لیڈر نے کہا کہ عوام مہنگائی سے پریشان ہیں اور حکومت کو فوری اقدامات کرنے چاہئیں۔ اسلام آباد سپریم کورٹ میں پنجاب اور خیبرپختونخوا میں انتخابات سے متعلق کیس کی سماعت ہوئی جس میں عدالت نے حکومت اور اپوزی	[398, 65, 511, 941]
page-number: (5)	[461, 19, 475, 31]
newspaper-page	[27, 14, 882, 2574]
story-number-badge	[767, 289, 787, 306]
story-number-badge	[30, 1441, 50, 1458]
story-headline: اوقات تبدیل	[554, 2031, 619, 2045]
story-number: 22	[407, 1055, 418, 1066]
story-number-badge	[30, 654, 50, 671]
story-number: 15	[529, 870, 540, 881]
story-number-badge	[399, 948, 418, 966]
story-body-text: اسلام آباد سپریم کورٹ میں پنجاب اور خیبرپختونخوا میں انتخابات سے متعلق کیس کی سماعت ہوئی جس میں عدالت نے حکومت اور اپوزیشن کو مذاکرات کا مشورہ دیا اور کہا کہ سیاسی جماعتیں آئین کے مطابق فیصلہ کریں۔ چیف جس	[275, 1149, 389, 1223]
news-story	[644, 2193, 757, 2413]
arrow-icon	[399, 1582, 405, 1590]
story-body-text: اسلام آباد سپریم کورٹ میں پنجاب اور خیبرپختونخوا میں انتخابات سے متعلق کیس کی سماعت ہوئی جس میں عدالت نے حکومت اور اپوزیشن کو مذاکرات کا مشورہ دیا اور کہا کہ سیاسی جماعتیں آئین کے مطابق فیصلہ کریں۔ چیف جسٹس نے ریمارکس دیے کہ عدالت کسی کے خلاف نہیں بلکہ آئین کی بالادستی چاہتی ہے اور تمام فریقین کو چاہیے کہ وہ قانون کے دائرے میں رہ کر بات ک	[28, 1020, 143, 1149]
story-headline: نواز شریف	[435, 950, 493, 963]
story-number: 14	[529, 646, 540, 657]
story-headline-box	[644, 982, 757, 1002]
story-headline-box	[275, 1574, 388, 1594]
story-number: 41	[37, 289, 50, 300]
story-headline: بجلی	[810, 2050, 837, 2063]
story-body-text: اسلام آباد سپریم کورٹ میں پنجاب اور خیبرپختونخوا میں انتخابات سے متعلق کیس کی سماعت ہوئی جس میں عدالت نے حکومت اور اپوزیشن کو مذاکرات کا مشورہ دیا اور کہا کہ سیاسی جماعتیں آئین کے مطابق فیصلہ کریں۔ چیف جسٹس نے ریمارکس دیے کہ عدالت کسی کے خلاف نہیں بلکہ آئین کی بالادستی چاہتی ہے اور تمام فریقین کو چاہیے کہ وہ قانون کے دائرے میں رہ کر بات کریں۔ وزیر اعظم نے قومی اسمبلی سے خطاب کرتے ہوئے کہا کہ ملک کو معاشی بحران سے نکالنا اولین ترجیح ہے اور اس مقصد کیلئے تمام اداروں کو مل کر کام کرنا ہوگا۔ اپوزیشن لیڈر نے کہا کہ عوام مہنگائی سے پریشان ہیں اور حکومت کو فوری اقدامات کرنے چاہئیں۔ اسلام آباد سپریم کورٹ میں پنجاب اور خیبرپختونخوا میں انتخابات سے متعلق کیس کی سماعت ہوئی جس میں عد	[275, 880, 389, 1119]
story-body-text: اسلام آباد سپریم کورٹ میں پنجاب اور خیبرپختونخوا میں انتخابات سے متعلق کیس کی سماعت ہوئی جس میں عدالت نے حکومت اور اپوزیشن کو مذاکرات کا مشورہ دیا اور کہا کہ سیاسی جماعتیں آئین کے مطابق فیصلہ کریں۔ چیف جسٹس نے ریمارکس دیے کہ عدالت کسی کے خلاف نہیں بلکہ آئین کی بالادستی چاہتی ہے اور تمام فریقین کو چاہیے کہ وہ قانون کے دائرے میں رہ کر بات کریں۔ وزیر اعظم نے قومی اسمبلی سے خطاب کرتے ہوئے کہا کہ ملک کو معاشی بحران سے نکالنا اولین ترجیح ہے اور اس مقصد کیلئے تمام اداروں کو مل کر کام کرنا ہوگا۔ اپوزیشن لیڈر نے کہا کہ عوام مہنگائی سے پریشان ہیں اور حکومت کو فوری اقدامات کرنے چاہئیں۔ اسلام آباد سپریم کورٹ میں پنجاب اور خیبرپختونخوا میں انتخابات سے متعلق کیس کی سماعت ہوئی جس میں عدالت نے حکومت اور اپوزیشن کو مذاکرات کا مشورہ دیا اور کہا کہ سیاسی جماعتیں آئین کے مطابق فیصلہ کریں۔ چیف جسٹس نے ریمارکس دیے کہ عدالت کسی کے خلاف نہیں بلکہ آئین کی بالادستی چاہتی ہے اور تمام فریقین کو چاہیے کہ وہ قانون کے دائرے میں رہ کر بات کریں۔ وزیر اعظم نے قومی اسمبلی سے خطاب کرتے ہوئے کہا کہ ملک کو معاشی بحران سے نکالنا اولین ترجیح ہے اور اس مقصد کیلئے تمام اداروں کو مل کر کام کرنا ہوگا۔ اپوزیشن لیڈر نے کہا کہ عوام مہنگائی سے پریشان ہیں اور حکومت کو فوری اقدامات کرنے چاہئیں۔ اسلام آباد سپریم کورٹ میں پنجاب اور خیبرپختونخوا میں انتخابات سے متعلق کیس کی سماعت ہوئی جس میں عدالت نے حکومت اور اپوزیشن کو مذاکرات کا مشورہ دیا اور کہا کہ سیاسی جماعتیں آئین کے مطابق فیصلہ کریں	[643, 483, 757, 976]
masthead-urdu-dateline: روزنامہ ایکسپریس، پشاور، جمعرات، 27 اپریل 2023ء	[625, 19, 882, 31]
story-headline-box	[275, 1229, 388, 1249]
arrow-icon	[771, 1751, 776, 1760]
story-headline: چینی کمرگی	[798, 717, 867, 731]
story-body-text: اسلام آباد سپریم کورٹ میں پنجاب اور خیبرپختونخوا میں انتخابات سے متعلق کیس کی سماعت ہوئی جس میں عدالت نے حکومت اور اپوزیشن کو مذاکرات کا	[28, 1462, 143, 1515]
story-headline-box	[521, 2028, 634, 2047]
story-body-text: اسلام آباد سپریم کورٹ میں پنجاب اور خیبرپختونخوا میں انتخابات سے متعلق کیس کی سماعت ہوئی جس میں عدالت نے حکومت اور اپوزیشن کو مذاکرات کا مشورہ دیا اور کہا کہ سیاسی جماعتیں آئین کے مطابق فیصلہ کریں۔ چیف جسٹس نے ریمارکس دیے کہ عدالت کسی کے خلاف نہیں بلکہ آئین کی بالادستی چاہتی ہے اور تمام فریقین کو چاہیے کہ وہ قانون کے دائرے میں رہ کر بات کریں۔ وزیر اعظم نے قومی اسمبلی سے خطاب کرتے ہوئے کہا کہ ملک کو معاشی بحران سے نکالنا اولین ترجیح ہے اور اس مقصد کیلئے تمام اداروں کو مل ک	[151, 754, 266, 928]
story-body-text: اسلام آباد سپریم کورٹ میں پنجاب اور خیبرپختونخوا میں انتخابات سے متعلق کیس کی سماعت ہوئی جس میں عدالت نے حکومت اور اپوزیشن کو مذاکرات کا مشورہ دیا اور کہا کہ سیاسی جماعتیں آئین کے مطابق فیصلہ کریں۔ چیف جسٹس نے ریمارکس دیے کہ عدالت کسی کے خلاف نہیں بلکہ آئین کی بالادستی چاہتی ہے اور تمام فریقین کو چاہیے کہ وہ قانون کے دائرے میں رہ کر بات ک	[766, 579, 880, 708]
story-number: 38	[160, 1141, 172, 1152]
story-body-text: اسلام آباد سپریم کورٹ میں پنجاب اور خیبرپختونخوا میں انتخابات سے متعلق کیس کی سماعت ہوئی جس میں عدالت نے حکومت اور اپوزیشن کو مذاکرات کا مشورہ دیا اور کہا کہ سیاسی جماعتیں آئین کے مطابق فیصلہ کریں۔ چیف جسٹس نے ریمارکس دیے کہ عدالت کسی کے خلاف نہیں بلکہ آئین کی بالادستی چاہتی ہے اور تمام فریقین کو چاہیے کہ وہ قانون کے دائرے میں رہ کر بات کریں۔ وزیر اعظم نے قومی اسمبلی سے خطاب کرتے ہوئے کہا کہ ملک کو معاشی	[520, 483, 634, 635]
news-story	[644, 460, 757, 977]
news-story	[521, 2455, 634, 2576]
story-headline: بارش امکان	[555, 1609, 618, 1622]
arrow-icon	[154, 1267, 159, 1276]
arrow-icon	[645, 1453, 650, 1462]
story-number: 10	[652, 1451, 663, 1463]
story-number: 30	[283, 1234, 295, 1244]
story-body-text: اسلام آباد سپریم کورٹ میں پنجاب اور خیبرپختونخوا میں انتخابات سے متعلق کیس کی سماعت ہوئی جس میں عدالت نے حکومت اور اپوزیشن کو مذاکرات کا مشورہ دیا اور کہا کہ سیاسی جماعتیں آئین کے مطابق فیصلہ کریں۔ چیف جسٹس نے ریمارکس دیے کہ عدالت کسی کے خلاف نہیں بلکہ آئین کی بالادستی چاہتی ہے اور تمام فریقین کو چاہیے کہ وہ قانون کے دائرے میں رہ کر بات کریں۔ وزیر اعظم نے قومی اسمبلی سے خطاب کرتے ہوئے کہا کہ ملک کو معاشی بحران سے نکالنا اولین ترجیح ہے اور اس مقصد کیلئے تمام اداروں کو مل کر کام کرنا ہوگا۔ اپوزیشن لیڈر نے کہا کہ عوام مہنگائی سے پریشان ہیں اور حکومت کو فوری اقدامات کرنے چاہئیں۔ اسلام آباد سپریم کورٹ میں پنجاب اور خیبرپختونخوا میں انتخابات سے متعلق کیس کی سماعت ہوئی جس میں عدالت نے حکومت اور اپوزیشن کو مذاکرات کا مشورہ دیا اور کہا کہ سیاسی جم	[766, 2249, 880, 2522]
story-headline: درخواست	[192, 1140, 244, 1153]
arrow-icon	[523, 870, 528, 879]
story-body-text: اسلام آباد سپریم کورٹ میں پنجاب اور خیبرپختونخوا میں انتخابات سے متعلق کیس کی سماعت ہوئی جس میں عدالت نے حکومت اور اپوزیشن کو مذاکرات کا مشورہ دیا اور کہا کہ سیاسی جماعتیں آئین کے مطابق فیصلہ کریں۔ چیف جسٹس نے ریمارکس دیے کہ عدالت کسی کے خلاف نہیں بلکہ آئین کی بالادستی چاہتی ہے اور تمام فریقین کو چاہیے کہ وہ قانون کے دائرے میں رہ کر بات کریں۔ وزیر اعظم نے قومی اسمبلی سے خطاب کرتے ہوئے کہا کہ ملک کو معاشی بحران سے نکالنا اولین ترجیح ہے اور اس مقصد کیلئے تمام اداروں کو مل کر کام کرنا ہوگا۔ اپوزیشن لیڈر نے کہا کہ عوام مہنگائی سے پریشان ہیں اور حکومت کو فوری اقدامات کرنے چاہئیں۔ اسلام آباد سپریم کورٹ میں پنجا	[398, 1598, 511, 1816]
news-columns	[27, 39, 882, 2574]
story-headline: پیمانی	[446, 1054, 482, 1067]
story-headline: فیصل کریم	[679, 2196, 740, 2209]
arrow-icon	[771, 2232, 776, 2241]
story-headline: سپرد خاک	[314, 45, 368, 58]
story-headline: مرضی ملک بحر	[177, 554, 260, 568]
story-number-badge	[399, 1577, 418, 1595]
news-column-5	[271, 39, 391, 1869]
story-headline: مشرشاہ	[800, 45, 846, 58]
story-number-badge	[30, 1156, 50, 1174]
story-body-text: اسلام آباد سپریم کورٹ میں پنجاب اور خیبرپختونخوا میں انتخابات سے متعلق کیس کی سماعت ہوئی جس میں عدالت نے حکومت اور اپوزیشن کو مذاکرات کا مشورہ دیا اور کہا کہ سیاسی جماعتیں آئین کے مطابق فیصلہ کریں۔ چیف جسٹس نے ریمارکس دیے کہ عدالت کسی کے خلاف نہیں بلکہ آئین کی بالادستی چاہتی ہے اور تمام فریقین کو چاہیے کہ وہ قانون کے دائرے میں رہ کر بات کریں۔ وزیر اعظم نے قومی اسمبلی سے خطاب کرتے ہوئے کہا کہ ملک کو معاشی بحران سے نکالنا اولین ترجیح ہے اور اس مقصد کیلئے تمام اداروں کو مل کر کام کرنا ہوگا۔ اپوزیشن لیڈر نے کہا کہ عوام مہنگائی سے پریشان ہیں اور حکومت کو فوری اقدامات کرنے چاہئیں۔ اسلام آباد سپریم کورٹ میں پنجاب اور خیبرپختونخوا میں انتخابات سے متعلق کیس کی سماعت ہوئی جس میں عدالت نے حکومت اور اپوزیشن کو مذاکرات کا مشورہ دیا اور کہا کہ سیاسی جماعتیں آئین کے مطابق فیصلہ کریں۔ چیف جسٹس نے ریمارکس دیے کہ عدالت کسی کے خلاف نہیں بلکہ آئین کی بالادستی چاہتی ہے اور تمام فریقین کو چاہیے کہ وہ قانون کے دائرے میں رہ کر بات کریں۔ وزیر اعظم نے قومی اسمبلی سے خطاب کرتے ہوئے کہا کہ ملک کو معاشی بحران سے نکالنا اولین ترجیح ہے اور اس مقصد کیلئے تمام اداروں کو مل کر کام کرنا ہوگا۔ اپوزیشن لیڈر نے کہا کہ عوام مہنگائی سے پریشان ہیں اور حکومت کو فوری اقدامات کرنے چاہئیں۔ اسلام آباد سپریم کورٹ میں پنجاب اور خیبرپختونخوا میں انتخابا	[643, 1004, 757, 1442]
story-number-badge	[153, 553, 173, 570]
arrow-icon	[276, 47, 282, 56]
story-headline-box	[152, 732, 266, 752]
news-story	[152, 371, 266, 547]
story-body-text: اسلام آباد سپریم کورٹ میں پنجاب اور خیبرپختونخوا میں انتخابات سے متعلق کیس کی سماعت ہوئی جس میں عدالت نے حکومت اور اپوزیشن کو مذاکرات کا مشورہ دیا اور کہا کہ سیاسی جماعتیں آئین کے مطابق فیصلہ کریں۔ چیف جسٹس نے ریمارکس دیے کہ عدالت کسی کے خلاف نہیں بلکہ آئین کی بالادستی چاہتی ہے اور تمام فریقین کو چاہیے کہ وہ قانون کے دائرے میں رہ کر بات کریں۔ وزیر اعظم نے قومی اسمبلی سے خطاب کرتے ہوئے کہا کہ ملک کو معاشی بحران سے نکالنا اولین ترجیح ہے اور اس مقصد کیلئے تمام اداروں کو مل کر کام کرنا ہوگا۔ اپوزیشن لیڈر نے کہا کہ عوام مہنگائی سے پریشان ہیں اور حکومت کو فوری اقدامات کرنے چاہئیں۔ اسلام آباد سپریم کورٹ میں پنجا	[520, 2051, 634, 2269]
arrow-icon	[276, 496, 282, 505]
arrow-icon	[399, 1379, 405, 1388]
story-body-text: اسلام آباد سپریم کورٹ میں پنجاب اور خیبرپختونخوا میں انتخابات سے متعلق کیس کی سماعت ہوئی جس میں عدالت نے حکومت اور اپوزیشن کو مذاکرات کا مشورہ دیا اور کہا کہ سیاسی جماعتیں آئین کے مطابق فیصلہ کریں۔ چیف جسٹس نے ریمارکس دیے کہ عدالت کسی کے خلاف نہیں بلکہ آئین کی بالادستی چاہتی ہے اور تمام فریقین کو چاہیے کہ وہ قانون کے دائرے میں رہ کر بات کریں۔ وزیر اعظم نے قومی اسمبلی سے خطاب کرتے ہوئے کہا کہ ملک کو معاشی بحران سے نکالنا اولین ترجیح ہے اور اس مقصد کیلئے تمام اداروں کو مل کر کام کرنا ہوگا۔ اپوزیشن لیڈر نے کہا کہ عوام مہنگائی سے پریشان ہیں اور حکومت کو فوری اقدامات کرنے چاہئیں۔ اسلام آباد سپریم کورٹ میں پنجاب اور خیبرپختونخوا میں انتخابات سے متعلق کیس کی سماعت ہوئی جس میں عدالت نے حکومت اور اپوزیشن کو مذاکرات کا مشورہ دیا اور کہا کہ سیاسی جماعتیں آئین کے مطابق فیصلہ کریں۔ چیف جسٹس نے ریمارکس دیے کہ عدالت کسی کے خلاف نہیں بلکہ آئین کی بالادستی چاہتی ہے اور تمام فریقین کو چاہیے کہ وہ قانون کے دائرے میں رہ کر بات کریں۔ وزیر اعظم نے قومی اسمبلی سے خطاب کرتے ہوئے کہا کہ ملک کو معاشی بحران سے نکالنا اولین ترجیح ہے اور اس مقصد کیلئے تمام اداروں کو مل کر کام کرنا ہوگا۔ اپوزیشن لیڈر	[643, 1470, 757, 1864]
story-headline: دھرنا	[205, 249, 233, 262]
story-headline: عمران	[201, 123, 236, 136]
arrow-icon	[771, 1285, 776, 1294]
story-number: 12	[652, 2197, 663, 2209]
arrow-icon	[523, 466, 528, 475]
story-number: 7	[778, 2231, 784, 2242]
story-headline: سپریم کورٹ	[676, 1450, 744, 1464]
news-column-7	[27, 39, 145, 1515]
story-number: 33	[160, 250, 172, 261]
story-number-badge	[522, 2276, 541, 2294]
story-number-badge	[645, 983, 664, 1001]
story-headline-box	[766, 1745, 880, 1765]
news-column-3	[517, 39, 637, 2574]
news-story	[521, 39, 634, 456]
news-story	[644, 1448, 757, 1866]
news-story	[152, 552, 266, 728]
story-headline: خواجہ آصف	[64, 1318, 127, 1331]
story-headline-box	[275, 1126, 388, 1145]
arrow-icon	[31, 290, 36, 299]
news-story	[521, 641, 634, 861]
story-body-text: اسلام آباد سپریم کورٹ میں پنجاب اور خیبرپختونخوا میں انتخابات سے متعلق کیس کی سماعت ہوئی جس میں عدالت نے حکومت اور اپوزیشن کو مذاکرات کا مشورہ دیا اور کہا کہ سیاسی جماعتیں آئین کے مطابق فیصلہ کریں۔ چیف جسٹس نے ریمارکس دیے کہ عدالت کسی کے خلاف نہیں بلکہ آئین کی بالادستی چاہتی ہے اور تمام فریقین کو چاہیے کہ وہ قانون کے دائرے میں رہ کر بات ک	[28, 1179, 143, 1308]
story-number: 20	[529, 2459, 540, 2471]
story-number-badge	[153, 372, 173, 390]
news-story	[152, 732, 266, 931]
story-number: 25	[283, 46, 295, 57]
story-number-badge	[30, 1315, 50, 1333]
story-number: 23	[407, 1378, 418, 1389]
story-headline: گندم اور	[319, 861, 364, 874]
story-body-text: اسلام آباد سپریم کورٹ میں پنجاب اور خیبرپختونخوا میں انتخابات سے متعلق کیس کی سماعت ہوئی جس میں عدالت نے حکومت اور اپوزیشن کو مذاکرات کا مشورہ دیا اور کہا کہ سیاسی جماعتیں آئین کے مطابق فیصلہ کریں۔ چیف جسٹس نے ریمارکس دیے کہ عدالت کسی کے خلاف نہیں بلکہ آئین کی بالادستی چاہتی ہے اور تمام فریقین کو چاہیے کہ وہ قانون کے دائرے میں رہ کر بات کریں۔ وزیر اعظم نے قومی اسمبلی سے خطاب کرتے ہوئے کہا کہ ملک کو معاشی بحران سے نکالنا اولین ترجیح ہے اور اس مقصد کیلئے تمام اداروں کو مل کر کام کرنا ہوگا۔ اپوزیشن لیڈر نے کہا کہ عوام مہنگائی سے پریشان ہیں اور حکومت کو فوری اقدامات کرنے چاہئیں۔ اسلام آباد سپریم کورٹ میں پنجاب اور خیبرپختونخوا میں انتخابات سے متعلق کیس کی سماعت ہوئی جس میں عدالت نے حکومت اور اپوزیشن کو مذاکرات کا مشورہ دیا اور کہا کہ سیاسی جماعتیں آئین کے مطابق فیصلہ کریں۔ چیف جسٹس نے ریمارکس دیے کہ عدالت کسی کے خلاف نہیں بلکہ آئین کی بالادستی چاہتی ہے اور تمام فریقین کو چاہی	[28, 675, 143, 991]
story-headline: سنگین کیس	[63, 655, 128, 669]
story-headline: جسمانی ریمانڈ	[793, 560, 872, 573]
news-story	[29, 1156, 143, 1310]
story-body-text: اسلام آباد سپریم کورٹ میں پنجاب اور خیبرپختونخوا میں انتخابات سے متعلق کیس کی سماعت ہوئی جس میں عدالت نے حکومت اور اپوزیشن کو مذاکرات کا مشورہ دیا اور کہا کہ سیاسی جماعتیں آئین کے مطابق فیصلہ کریں۔ چیف جسٹس نے ریمارکس دیے کہ عدالت کسی کے خلاف نہیں بلکہ آئین کی بالادستی چا	[151, 1285, 266, 1381]
story-number-badge	[275, 223, 295, 241]
story-headline-box	[398, 1373, 511, 1393]
news-story	[766, 2046, 880, 2223]
news-story	[398, 1373, 511, 1572]
story-headline: شاداں گل	[684, 464, 736, 477]
news-column-6	[149, 39, 268, 1509]
story-number: 31	[283, 1578, 295, 1590]
news-story	[29, 1314, 143, 1435]
story-headline: اسیدوار تبدیل	[58, 1443, 132, 1456]
story-headline-box	[275, 857, 388, 877]
story-number: 9	[655, 986, 661, 997]
news-story	[152, 1388, 266, 1509]
arrow-icon	[154, 940, 159, 948]
